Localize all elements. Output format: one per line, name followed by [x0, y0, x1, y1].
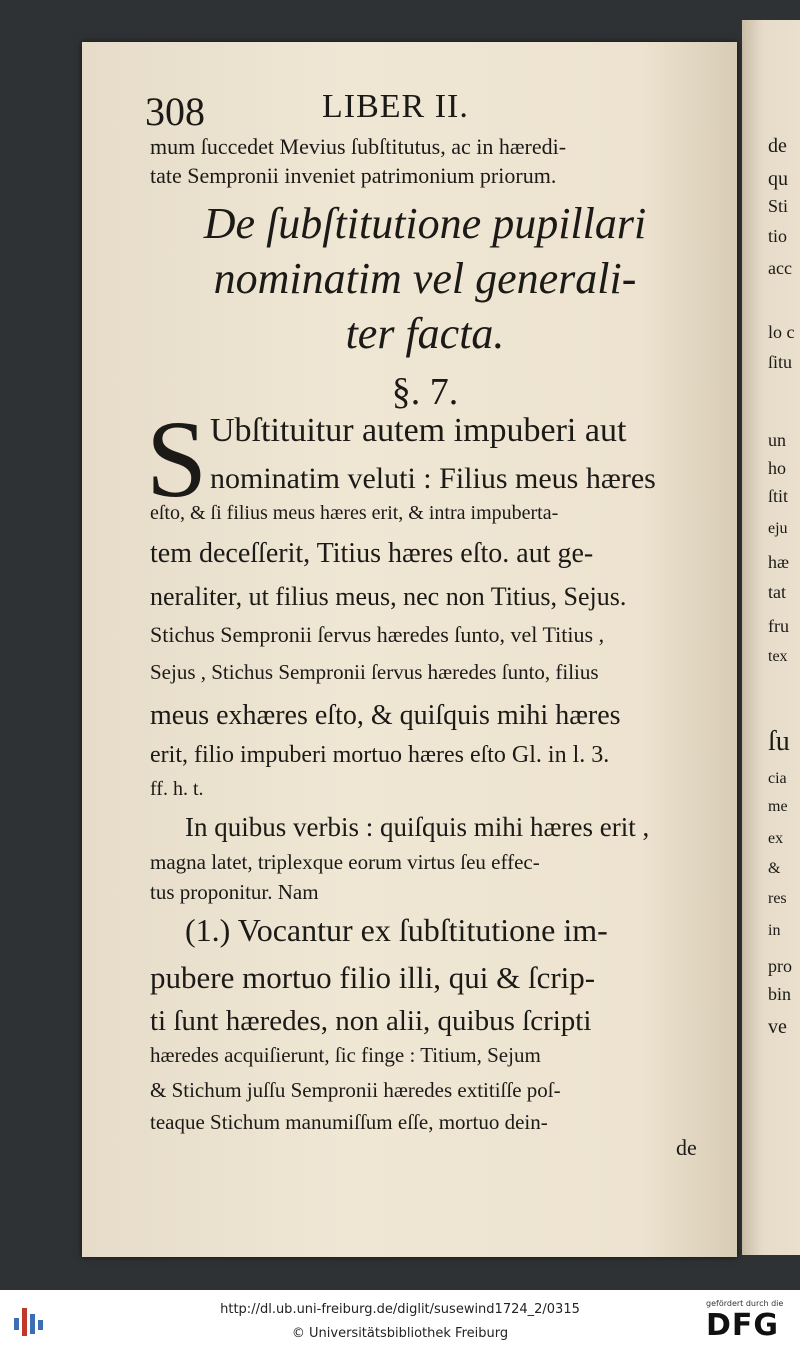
- body-line: Stichus Sempronii ſervus hæredes ſunto, vel Titius ,: [150, 622, 605, 647]
- section-number: §. 7.: [391, 371, 459, 413]
- facing-page-fragment: ſtit: [768, 486, 789, 506]
- body-line: ff. h. t.: [150, 778, 204, 800]
- facing-page-fragment: tio: [768, 226, 788, 246]
- facing-page-fragment: bin: [768, 984, 792, 1004]
- body-line: tem deceſſerit, Titius hæres eſto. aut ge-: [150, 538, 594, 569]
- body-line: magna latet, triplexque eorum virtus ſeu effec-: [150, 850, 540, 874]
- body-line: In quibus verbis : quiſquis mihi hæres erit ,: [185, 812, 650, 842]
- facing-page-fragment: tex: [768, 648, 788, 665]
- body-line: Sejus , Stichus Sempronii ſervus hæredes ſunto, filius: [150, 660, 599, 684]
- facing-page-fragment: cia: [768, 770, 787, 787]
- section-heading-line: De ſubſtitutione pupillari: [203, 199, 647, 248]
- body-line: erit, filio impuberi mortuo hæres eſto Gl. in l. 3.: [150, 742, 610, 768]
- facing-page-fragment: ſitu: [768, 352, 793, 372]
- facing-page-fragment: qu: [768, 168, 788, 190]
- section-heading-line: ter facta.: [345, 309, 505, 358]
- dfg-logo: DFG: [706, 1308, 780, 1343]
- page-number: 308: [145, 89, 205, 134]
- body-line: ti ſunt hæredes, non alii, quibus ſcripti: [150, 1005, 592, 1037]
- document-url[interactable]: http://dl.ub.uni-freiburg.de/diglit/susewind1724_2/0315: [220, 1302, 580, 1317]
- facing-page-fragment: ve: [768, 1016, 787, 1038]
- body-line: pubere mortuo filio illi, qui & ſcrip-: [150, 960, 596, 995]
- facing-page-fragment: hæ: [768, 552, 790, 572]
- drop-cap: S: [146, 398, 208, 520]
- facing-page-fragment: pro: [768, 956, 792, 976]
- body-line: nominatim veluti : Filius meus hæres: [210, 462, 656, 495]
- facing-page-fragment: in: [768, 922, 781, 939]
- facing-page-fragment: &: [768, 860, 781, 877]
- body-line: neraliter, ut filius meus, nec non Titius, Sejus.: [150, 582, 627, 611]
- running-head: LIBER II.: [322, 88, 469, 125]
- facing-page-fragment: eju: [768, 520, 788, 537]
- text-line: tate Sempronii inveniet patrimonium priorum.: [150, 163, 557, 188]
- facing-page-fragment: acc: [768, 258, 792, 278]
- facing-page-fragment: fru: [768, 616, 789, 636]
- section-heading-line: nominatim vel generali-: [213, 254, 637, 303]
- text-line: mum ſuccedet Mevius ſubſtitutus, ac in hæredi-: [150, 134, 567, 159]
- catchword: de: [676, 1135, 697, 1160]
- body-line: (1.) Vocantur ex ſubſtitutione im-: [185, 912, 608, 948]
- facing-page-fragment: tat: [768, 582, 786, 602]
- facing-page-fragment: me: [768, 798, 788, 815]
- facing-page-fragment: Sti: [768, 196, 789, 216]
- facing-page-fragment: ex: [768, 830, 784, 847]
- facing-page-fragment: lo c: [768, 322, 795, 342]
- body-line: tus proponitur. Nam: [150, 880, 319, 904]
- body-line: meus exhæres eſto, & quiſquis mihi hæres: [150, 700, 621, 731]
- body-line: Ubſtituitur autem impuberi aut: [210, 412, 627, 449]
- sponsor-caption: gefördert durch die: [706, 1299, 784, 1308]
- facing-page-fragment: res: [768, 890, 787, 907]
- body-line: teaque Stichum manumiſſum eſſe, mortuo dein-: [150, 1110, 548, 1134]
- facing-page-fragment: ſu: [768, 726, 790, 757]
- body-line: hæredes acquiſierunt, ſic finge : Titium, Sejum: [150, 1043, 541, 1067]
- facing-page-fragment: ho: [768, 458, 786, 478]
- copyright-notice: © Universitätsbibliothek Freiburg: [291, 1326, 509, 1341]
- body-line: & Stichum juſſu Sempronii hæredes extitiſſe poſ-: [150, 1078, 561, 1102]
- facing-page-fragment: de: [768, 135, 787, 157]
- body-line: eſto, & ſi filius meus hæres erit, & intra impuberta-: [150, 502, 559, 524]
- facing-page-fragment: un: [768, 430, 786, 450]
